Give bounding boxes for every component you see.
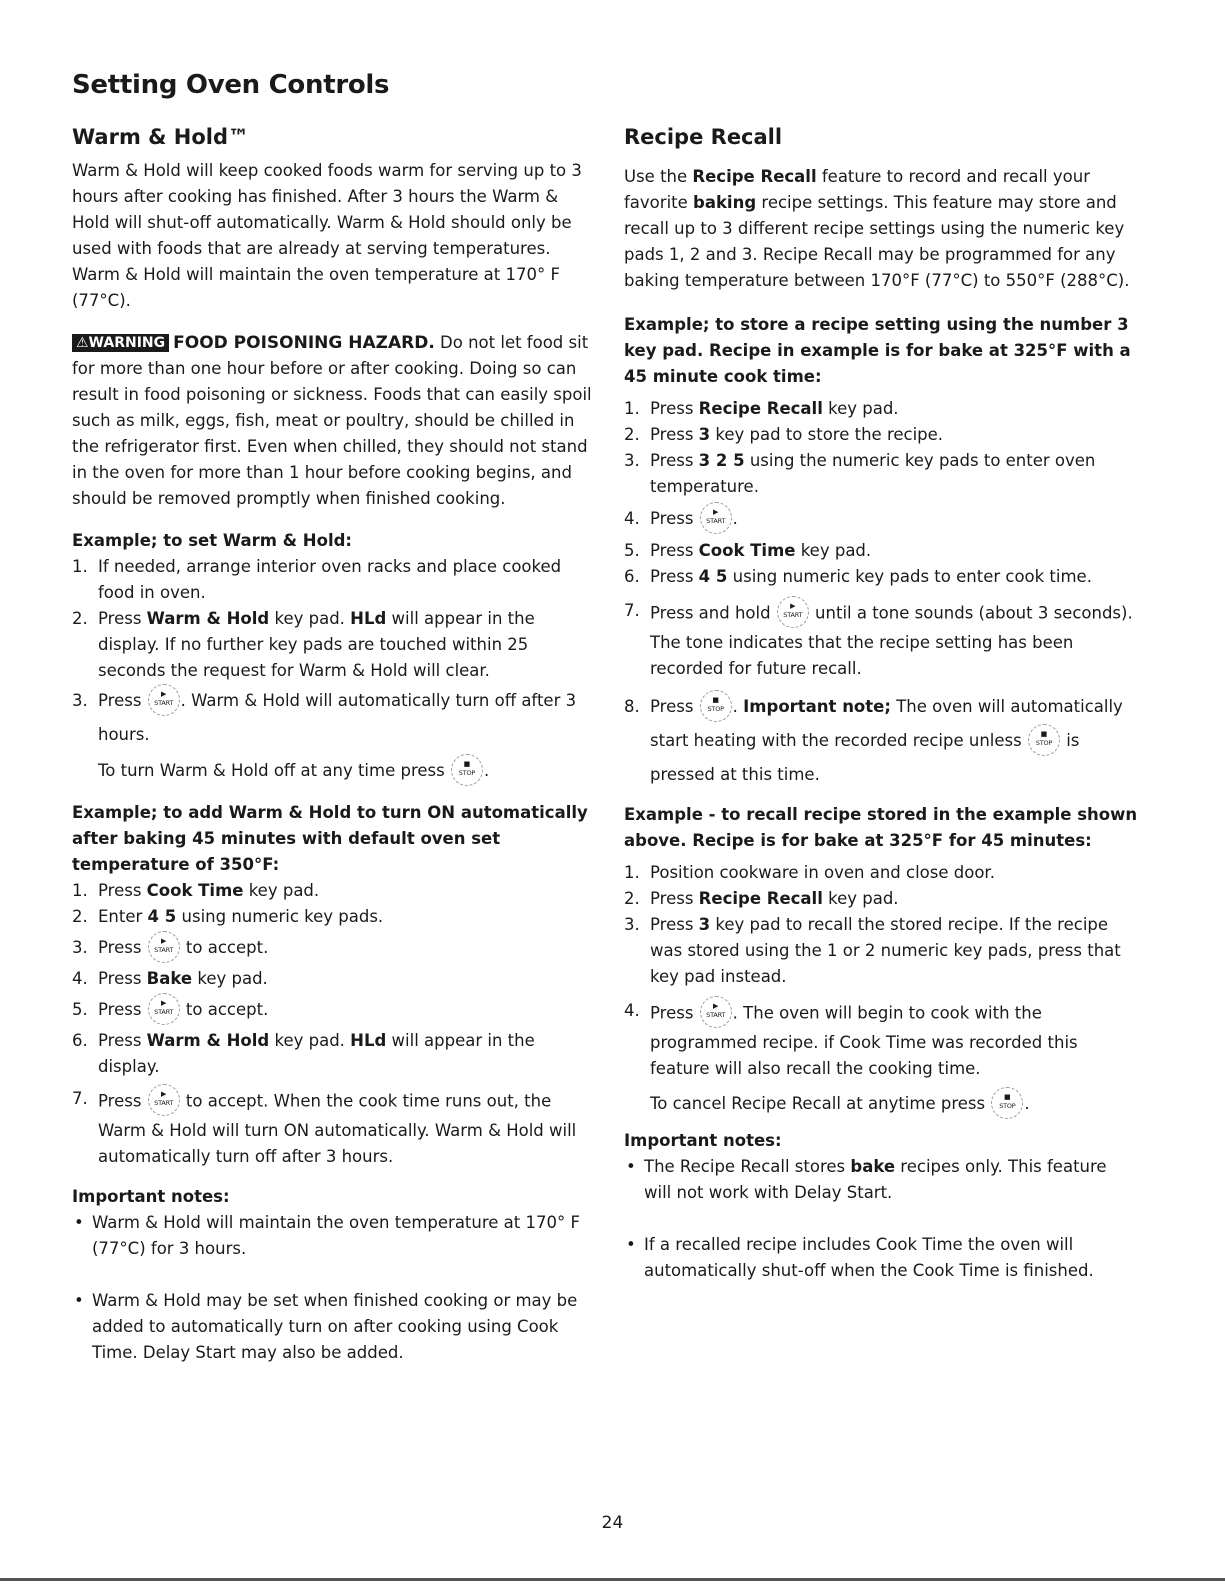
list-item: 4. Press ▶ START . The oven will begin to cook with the programmed recipe. if Cook Time was recorded this feature will also recall the cooking time. bbox=[624, 998, 1139, 1082]
start-key-icon: ▶ START bbox=[148, 931, 180, 963]
start-key-icon: ▶ START bbox=[148, 993, 180, 1025]
list-item: 6. Press 4 5 using numeric key pads to enter cook time. bbox=[624, 567, 1092, 586]
list-item: 6. Press Warm & Hold key pad. HLd will appear in the display. bbox=[72, 1031, 535, 1076]
list-item: 3. Press 3 2 5 using the numeric key pads to enter oven temperature. bbox=[624, 451, 1096, 496]
warning-badge: ⚠WARNING bbox=[72, 334, 169, 352]
list-item: 1. If needed, arrange interior oven racks and place cooked food in oven. bbox=[72, 557, 562, 602]
right-column bbox=[624, 124, 1139, 1284]
list-item: 7. Press and hold ▶ START until a tone sounds (about 3 seconds). The tone indicates that the recipe setting has been recorded for future recall. bbox=[624, 598, 1139, 682]
left-column bbox=[72, 124, 592, 1366]
list-item: 1. Position cookware in oven and close door. bbox=[624, 863, 995, 882]
list-item: 4. Press ▶ START . bbox=[624, 500, 1139, 538]
example-set-warm-hold-heading: Example; to set Warm & Hold: bbox=[72, 531, 353, 550]
start-key-icon: ▶ START bbox=[700, 502, 732, 534]
recipe-recall-heading: Recipe Recall bbox=[624, 125, 783, 149]
list-item: 1. Press Recipe Recall key pad. bbox=[624, 399, 899, 418]
list-item: • The Recipe Recall stores bake recipes only. This feature will not work with Delay Start. bbox=[626, 1157, 1107, 1202]
list-item: 7. Press ▶ START to accept. When the cook time runs out, the Warm & Hold will turn ON automatically. Warm & Hold will automatically turn off after 3 hours. bbox=[72, 1086, 592, 1170]
list-item: • Warm & Hold may be set when finished cooking or may be added to automatically turn on after cooking using Cook Time. Delay Start may also be added. bbox=[74, 1291, 578, 1362]
turn-off-instruction: To turn Warm & Hold off at any time press ■ STOP . bbox=[72, 754, 592, 788]
stop-key-icon: ■ STOP bbox=[991, 1087, 1023, 1119]
example-set-warm-hold-steps bbox=[72, 554, 592, 752]
start-key-icon: ▶ START bbox=[777, 596, 809, 628]
recipe-recall-intro: Use the Recipe Recall feature to record and recall your favorite baking recipe settings. This feature may store and recall up to 3 different recipe settings using the numeric key pads 1, 2 and 3. Recipe Recall may be programmed for any baking temperature between 170°F (77°C) to 550°F (288°C). bbox=[624, 167, 1130, 290]
list-item: 8. Press ■ STOP . Important note; The oven will automatically start heating with the recorded recipe unless ■ STOP is pressed at this time. bbox=[624, 690, 1139, 792]
list-item: 2. Press Recipe Recall key pad. bbox=[624, 889, 899, 908]
start-key-icon: ▶ START bbox=[148, 1084, 180, 1116]
list-item: 5. Press Cook Time key pad. bbox=[624, 541, 872, 560]
example-auto-warm-hold-steps bbox=[72, 878, 592, 1170]
example-recall-recipe-heading: Example - to recall recipe stored in the example shown above. Recipe is for bake at 325°F for 45 minutes: bbox=[624, 805, 1138, 850]
list-item: • Warm & Hold will maintain the oven temperature at 170° F (77°C) for 3 hours. bbox=[74, 1213, 580, 1258]
list-item: 2. Enter 4 5 using numeric key pads. bbox=[72, 907, 384, 926]
list-item: 5. Press ▶ START to accept. bbox=[72, 992, 592, 1028]
example-store-recipe-steps bbox=[624, 396, 1139, 792]
page-number: 24 bbox=[601, 1513, 624, 1533]
warning-text: Do not let food sit for more than one hour before or after cooking. Doing so can result in food poisoning or sickness. Foods that can easily spoil such as milk, eggs, fish, meat or poultry, should be chilled in the refrigerator first. Even when chilled, they should not stand in the oven for more than 1 hour before cooking begins, and should be removed promptly when finished cooking. bbox=[72, 333, 592, 508]
right-important-notes bbox=[624, 1154, 1139, 1284]
list-item: 4. Press Bake key pad. bbox=[72, 969, 268, 988]
list-item: 3. Press 3 key pad to recall the stored recipe. If the recipe was stored using the 1 or 2 numeric key pads, press that key pad instead. bbox=[624, 915, 1121, 986]
list-item: 3. Press ▶ START . Warm & Hold will automatically turn off after 3 hours. bbox=[72, 684, 592, 752]
warm-hold-heading: Warm & Hold™ bbox=[72, 125, 249, 149]
left-important-notes bbox=[72, 1210, 592, 1366]
left-important-notes-heading: Important notes: bbox=[72, 1187, 230, 1206]
stop-key-icon: ■ STOP bbox=[700, 690, 732, 722]
start-key-icon: ▶ START bbox=[148, 684, 180, 716]
list-item: • If a recalled recipe includes Cook Time the oven will automatically shut-off when the Cook Time is finished. bbox=[626, 1235, 1094, 1280]
stop-key-icon: ■ STOP bbox=[451, 754, 483, 786]
list-item: 1. Press Cook Time key pad. bbox=[72, 881, 320, 900]
list-item: 2. Press Warm & Hold key pad. HLd will appear in the display. If no further key pads are touched within 25 seconds the request for Warm & Hold will clear. bbox=[72, 609, 535, 680]
list-item: 2. Press 3 key pad to store the recipe. bbox=[624, 425, 944, 444]
example-recall-recipe-steps bbox=[624, 860, 1139, 1082]
stop-key-icon: ■ STOP bbox=[1028, 724, 1060, 756]
warm-hold-intro: Warm & Hold will keep cooked foods warm for serving up to 3 hours after cooking has finished. After 3 hours the Warm & Hold will shut-off automatically. Warm & Hold should only be used with foods that are already at serving temperatures. Warm & Hold will maintain the oven temperature at 170° F (77°C). bbox=[72, 161, 582, 310]
cancel-instruction: To cancel Recipe Recall at anytime press ■ STOP . bbox=[624, 1086, 1139, 1122]
warning-title: FOOD POISONING HAZARD. bbox=[173, 333, 435, 353]
right-important-notes-heading: Important notes: bbox=[624, 1131, 782, 1150]
bottom-rule bbox=[0, 1578, 1225, 1581]
example-auto-warm-hold-heading: Example; to add Warm & Hold to turn ON automatically after baking 45 minutes with default oven set temperature of 350°F: bbox=[72, 803, 588, 874]
list-item: 3. Press ▶ START to accept. bbox=[72, 930, 592, 966]
warning-paragraph bbox=[72, 330, 592, 512]
page-title: Setting Oven Controls bbox=[72, 70, 390, 100]
example-store-recipe-heading: Example; to store a recipe setting using the number 3 key pad. Recipe in example is for bake at 325°F with a 45 minute cook time: bbox=[624, 315, 1131, 386]
start-key-icon: ▶ START bbox=[700, 996, 732, 1028]
